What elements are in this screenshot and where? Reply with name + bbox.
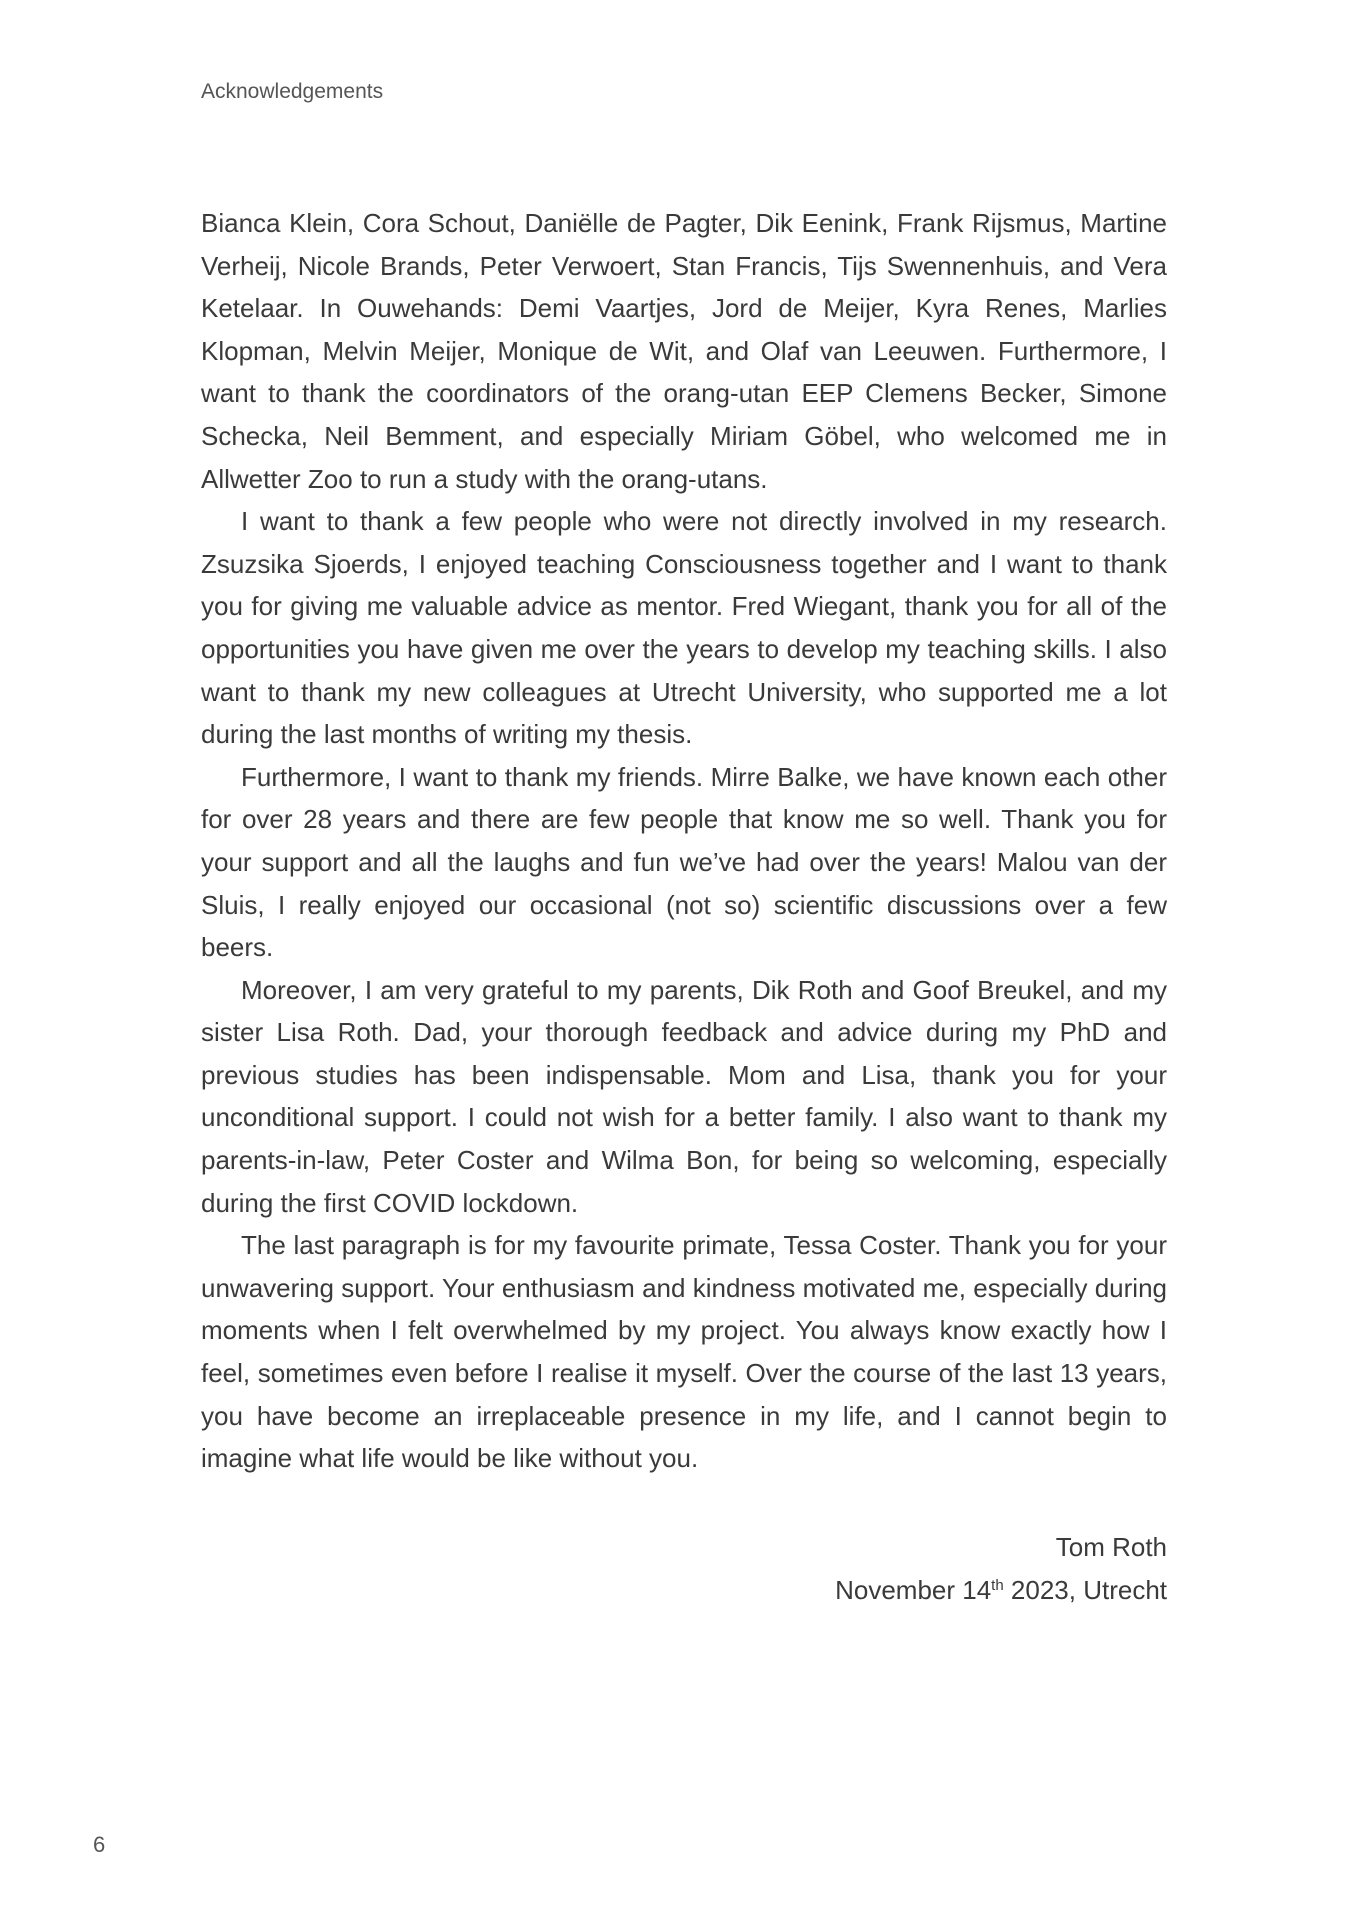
signature-date bbox=[201, 1569, 1167, 1612]
page-number: 6 bbox=[93, 1832, 106, 1857]
paragraph-2: I want to thank a few people who were not directly involved in my research. Zsuzsika Sjoerds, I enjoyed teaching Consciousness together and I want to thank you for giving me valuable advice as mentor. Fred Wiegant, thank you for all of the opportunities you have given me over the years to develop my teaching skills. I also want to thank my new colleagues at Utrecht University, who supported me a lot during the last months of writing my thesis. bbox=[201, 506, 1167, 750]
paragraph-5: The last paragraph is for my favourite primate, Tessa Coster. Thank you for your unwavering support. Your enthusiasm and kindness motivated me, especially during moments when I felt overwhelmed by my project. You always know exactly how I feel, sometimes even before I realise it myself. Over the course of the last 13 years, you have become an irreplaceable presence in my life, and I cannot begin to imagine what life would be like without you. bbox=[201, 1230, 1167, 1474]
signature-date-prefix: November 14 bbox=[835, 1574, 992, 1605]
paragraph-4: Moreover, I am very grateful to my parents, Dik Roth and Goof Breukel, and my sister Lisa Roth. Dad, your thorough feedback and advice during my PhD and previous studies has been indispensable. Mom and Lisa, thank you for your unconditional support. I could not wish for a better family. I also want to thank my parents-in-law, Peter Coster and Wilma Bon, for being so welcoming, especially during the first COVID lockdown. bbox=[201, 974, 1167, 1218]
signature-name: Tom Roth bbox=[1055, 1532, 1167, 1562]
signature-date-suffix: 2023, Utrecht bbox=[1003, 1574, 1167, 1605]
paragraph-3: Furthermore, I want to thank my friends. Mirre Balke, we have known each other for over 28 years and there are few people that know me so well. Thank you for your support and all the laughs and fun we’ve had over the years! Malou van der Sluis, I really enjoyed our occasional (not so) scientific discussions over a few beers. bbox=[201, 761, 1167, 963]
running-header-title: Acknowledgements bbox=[201, 80, 384, 103]
paragraph-1: Bianca Klein, Cora Schout, Daniëlle de Pagter, Dik Eenink, Frank Rijsmus, Martine Verheij, Nicole Brands, Peter Verwoert, Stan Francis, Tijs Swennenhuis, and Vera Ketelaar. In Ouwehands: Demi Vaartjes, Jord de Meijer, Kyra Renes, Marlies Klopman, Melvin Meijer, Monique de Wit, and Olaf van Leeuwen. Furthermore, I want to thank the coordinators of the orang-utan EEP Clemens Becker, Simone Schecka, Neil Bemment, and especially Miriam Göbel, who welcomed me in Allwetter Zoo to run a study with the orang-utans. bbox=[201, 208, 1167, 494]
acknowledgements-body bbox=[201, 202, 1167, 1480]
signature-date-superscript: th bbox=[991, 1576, 1004, 1594]
signature-block bbox=[201, 1526, 1167, 1611]
